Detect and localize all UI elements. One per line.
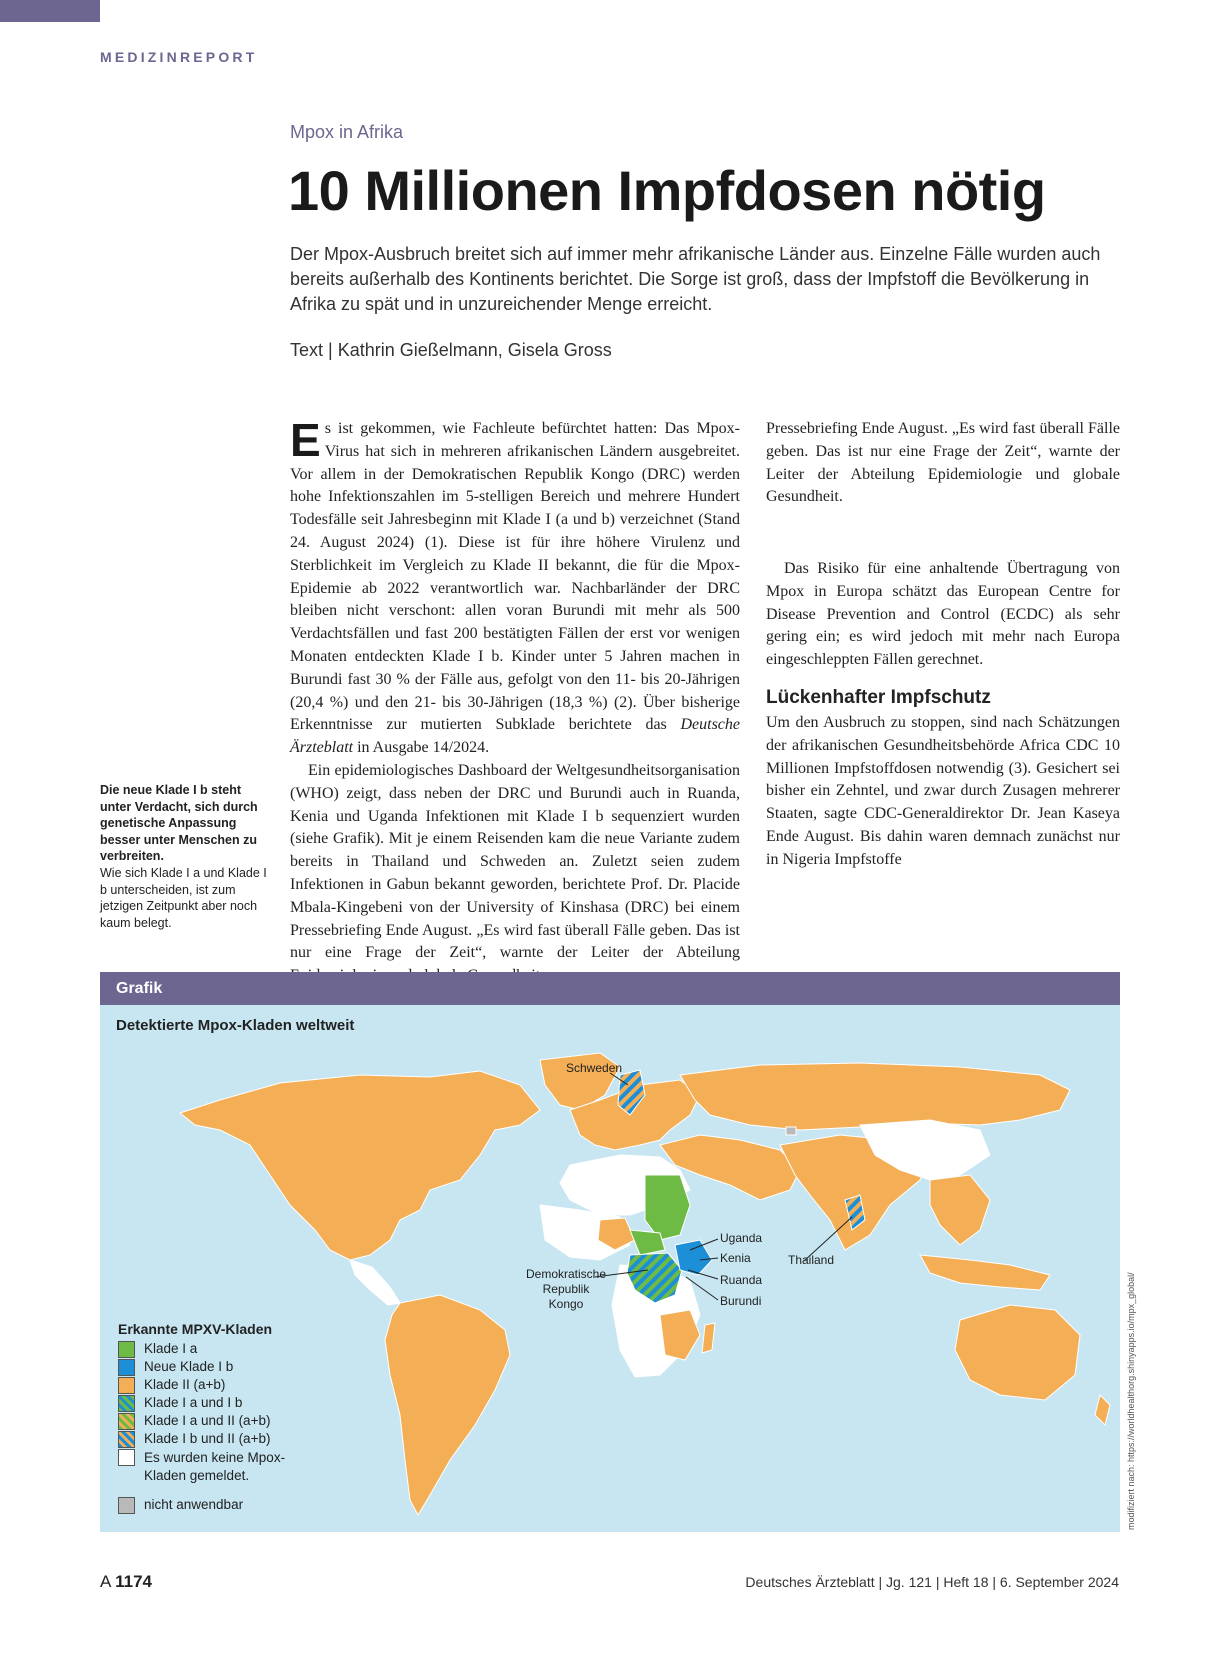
southeast-asia [930,1175,990,1245]
legend-swatch [118,1341,135,1358]
figure-map [100,972,1120,1532]
body-paragraph-2-duplicate: Pressebriefing Ende August. „Es wird fast überall Fälle geben. Das ist nur eine Frage der Zeit“, warnte der Leiter der Abteilung Epidemiologie und globale Gesundheit. [766,420,1120,506]
east-africa-1b [675,1240,712,1275]
sudan-region [645,1175,690,1240]
not-applicable-region [786,1127,796,1135]
madagascar [702,1323,715,1353]
figure-source-note: modifiziert nach: https://worldhealthorg.shinyapps.io/mpx_global/ [1126,1272,1136,1530]
page-prefix: A [100,1572,116,1591]
map-label-thailand: Thailand [788,1253,835,1267]
map-legend [118,1321,294,1515]
legend-swatch [118,1449,135,1466]
map-label-uganda: Uganda [720,1231,763,1245]
figure-body [100,1005,1120,1532]
section-label: MEDIZINREPORT [100,49,258,65]
legend-label: Klade II (a+b) [144,1377,226,1392]
margin-note [100,782,270,931]
page-number-value: 1174 [115,1572,153,1591]
legend-item-klade-1b-2 [118,1431,294,1449]
page-number [100,1572,152,1592]
margin-note-bold: Die neue Klade I b steht unter Verdacht, sich durch genetische Anpassung besser unter Menschen zu verbreiten. [100,783,258,864]
north-asia [680,1063,1070,1130]
journal-name-italic: Deutsche Ärzteblatt [290,716,740,757]
legend-swatch [118,1359,135,1376]
body-paragraph-2-overflow [766,418,1120,509]
legend-swatch [118,1377,135,1394]
journal-footer: Deutsches Ärzteblatt | Jg. 121 | Heft 18 | 6. September 2024 [745,1574,1119,1590]
indonesia [920,1255,1050,1290]
article-headline: 10 Millionen Impfdosen nötig [288,159,1046,222]
body-paragraph-2-continued [766,418,1120,509]
north-america [180,1071,540,1260]
legend-item-none [118,1449,294,1485]
legend-item-klade-1a-2 [118,1413,294,1431]
legend-title: Erkannte MPXV-Kladen [118,1321,273,1337]
article-lead: Der Mpox-Ausbruch breitet sich auf immer mehr afrikanische Länder aus. Einzelne Fälle wurden auch bereits außerhalb des Kontinents berichtet. Die Sorge ist groß, dass der Impfstoff die Bevölkerung in Afrika zu spät und in unzureichender Menge erreicht. [290,244,1101,314]
margin-note-text: Wie sich Klade I a und Klade I b unterscheiden, ist zum jetzigen Zeitpunkt aber noch kaum belegt. [100,865,267,930]
body-text: in Ausgabe 14/2024. [353,739,490,757]
legend-item-klade-1b [118,1359,294,1377]
body-paragraph-4: Um den Ausbruch zu stoppen, sind nach Schätzungen der afrikanischen Gesundheitsbehörde Africa CDC 10 Millionen Impfstoffdosen notwendig (3). Gesichert sei bisher ein Zehntel, und zwar durch Zusagen mehrerer Staaten, sagte CDC-Generaldirektor Dr. Jean Kaseya Ende August. Bis dahin waren demnach zunächst nur in Nigeria Impfstoffe [766,713,1120,868]
legend-label: Klade I a und II (a+b) [144,1413,271,1428]
map-label-drc: Demokratische Republik Kongo [525,1267,607,1311]
legend-item-klade-1a [118,1341,294,1359]
legend-label: Klade I a und I b [144,1395,243,1410]
legend-item-klade-2 [118,1377,294,1395]
australia [955,1305,1080,1400]
new-zealand [1095,1395,1110,1425]
article-byline: Text | Kathrin Gießelmann, Gisela Gross [290,340,612,360]
map-label-burundi: Burundi [720,1294,762,1308]
section-color-bar [0,0,100,22]
body-paragraph-2: Ein epidemiologisches Dashboard der Weltgesundheitsorganisation (WHO) zeigt, dass neben der DRC und Burundi auch in Ruanda, Kenia und Uganda Infektionen mit Klade I b sequenziert wurden (siehe Grafik). Mit je einem Reisenden kam die neue Variante zudem bereits in Thailand und Schweden an. Zuletzt seien zudem Infektionen in Gabun bekannt geworden, berichtete Prof. Dr. Placide Mbala-Kingebeni von der University of Kinshasa (DRC) bei einem Pressebriefing Ende August. „Es wird fast überall Fälle geben. Das ist nur eine Frage der Zeit“, warnte der Leiter der Abteilung [290,761,740,962]
map-label-ruanda: Ruanda [720,1273,763,1287]
legend-label: Neue Klade I b [144,1359,234,1374]
body-paragraph-3: Das Risiko für eine anhaltende Übertragung von Mpox in Europa schätzt das European Centre for Disease Prevention and Control (ECDC) als sehr gering ein; es wird jedoch mit mehr nach Europa eingeschleppten Fällen gerechnet. [766,560,1120,669]
section-subhead: Lückenhafter Impfschutz [766,686,991,708]
body-column-2 [766,418,1120,509]
legend-label: nicht anwendbar [144,1497,244,1512]
body-text: s ist gekommen, wie Fachleute befürchtet hatten: Das Mpox-Virus hat sich in mehreren afrikanischen Ländern ausgebreitet. Vor allem in der Demokratischen Republik Kongo (DRC) werden hohe Infektionszahlen im 5-stelligen Bereich und mehrere Hundert Todesfälle seit Jahresbeginn mit Klade I (a und b) verzeichnet (Stand 24. August 2024) (1). Diese ist für ihre höhere Virulenz und Sterblichkeit im Vergleich zu Klade II bekannt, die für die Mpox-Epidemie ab 2022 verantwortlich war. Nachbarländer der DRC bleiben nicht verschont: allen voran Burundi mit mehr als 500 Verdachtsfällen und fast 200 bestätigten Fällen der erst vor wenigen Monaten entdeckten Klade I b. Kinder unter 5 Jahren machen in Burundi fast 30 % der Fälle aus, gefolgt von den 11- bis 20-Jährigen (20,4 %) und den 21- bis 30-Jährigen (18,3 %) (2). Über bisherige Erkenntnisse zur mutierten Subklade berichtete das [290,420,740,734]
central-america [350,1260,400,1305]
map-label-schweden: Schweden [566,1061,623,1075]
legend-label: Es wurden keine Mpox-Kladen gemeldet. [144,1450,286,1483]
legend-swatch [118,1497,135,1514]
central-africa [630,1230,665,1255]
body-column-1 [290,414,740,962]
south-america [385,1295,510,1515]
legend-item-klade-1a-1b [118,1395,294,1413]
legend-label: Klade I b und II (a+b) [144,1431,271,1446]
figure-title: Detektierte Mpox-Kladen weltweit [116,1017,355,1034]
legend-swatch [118,1431,135,1448]
figure-label-bar: Grafik [100,972,1120,1005]
legend-swatch [118,1413,135,1430]
body-column-2-rest [766,558,1120,872]
map-label-kenia: Kenia [720,1251,751,1265]
legend-label: Klade I a [144,1341,198,1356]
article-kicker: Mpox in Afrika [290,122,404,142]
legend-swatch [118,1395,135,1412]
legend-item-not-applicable [118,1497,294,1515]
drop-cap: E [290,414,321,466]
body-paragraph-1 [290,414,740,760]
